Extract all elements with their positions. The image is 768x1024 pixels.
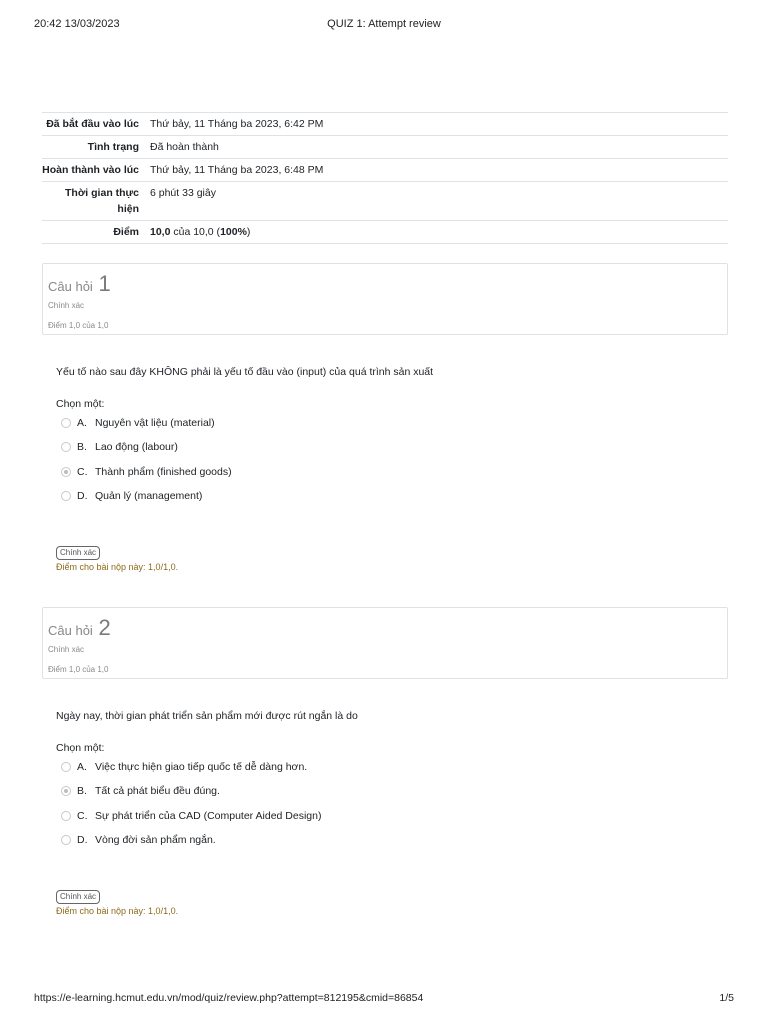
summary-row-started	[42, 113, 728, 136]
option-letter: D.	[77, 490, 88, 503]
question-1-prompt: Chọn một:	[56, 398, 105, 410]
question-2-info	[42, 607, 728, 679]
print-header	[34, 18, 734, 32]
radio-button[interactable]	[61, 491, 71, 501]
print-footer	[34, 992, 734, 1006]
page-url[interactable]: https://e-learning.hcmut.edu.vn/mod/quiz/review.php?attempt=812195&cmid=86854	[34, 992, 424, 1004]
question-2-text: Ngày nay, thời gian phát triển sản phẩm mới được rút ngắn là do	[56, 710, 358, 722]
attempt-summary-table	[42, 112, 728, 244]
question-2-prompt: Chọn một:	[56, 742, 105, 754]
question-1-info	[42, 263, 728, 335]
question-label: Câu hỏi	[48, 279, 93, 294]
page-number: 1/5	[719, 992, 734, 1004]
option-text: Lao động (labour)	[95, 441, 178, 454]
option-letter: B.	[77, 441, 87, 454]
option-letter: D.	[77, 834, 88, 847]
option-letter: A.	[77, 417, 87, 429]
option-text: Tất cả phát biểu đều đúng.	[95, 785, 220, 798]
answer-option-b[interactable]	[56, 441, 716, 465]
option-letter: B.	[77, 785, 87, 798]
radio-button-selected[interactable]	[61, 467, 71, 477]
answer-option-d[interactable]	[56, 490, 716, 514]
summary-value: Thứ bảy, 11 Tháng ba 2023, 6:42 PM	[150, 118, 324, 130]
answer-option-c[interactable]	[56, 466, 716, 490]
option-text: Thành phẩm (finished goods)	[95, 465, 232, 478]
summary-value	[143, 221, 728, 244]
summary-row-completed	[42, 159, 728, 182]
radio-button[interactable]	[61, 418, 71, 428]
summary-label: Tình trạng	[87, 141, 139, 153]
question-state: Chính xác	[48, 301, 85, 310]
page-title: QUIZ 1: Attempt review	[327, 18, 441, 30]
summary-label: Đã bắt đầu vào lúc	[46, 118, 139, 130]
grade-percent: 100%	[220, 226, 247, 238]
summary-label: Điểm	[113, 226, 139, 238]
question-number	[48, 271, 727, 297]
summary-label: Thời gian thực hiện	[65, 187, 139, 215]
correct-badge: Chính xác	[56, 890, 100, 904]
question-1-answers	[56, 417, 716, 515]
radio-button[interactable]	[61, 811, 71, 821]
summary-row-time-taken	[42, 182, 728, 221]
question-2-answers	[56, 761, 716, 859]
answer-option-a[interactable]	[56, 417, 716, 441]
option-text: Nguyên vật liệu (material)	[95, 417, 215, 429]
summary-value: Thứ bảy, 11 Tháng ba 2023, 6:48 PM	[150, 164, 324, 176]
summary-row-state	[42, 136, 728, 159]
summary-value: Đã hoàn thành	[150, 141, 219, 153]
question-2-feedback: Điểm cho bài nộp này: 1,0/1,0.	[56, 906, 179, 916]
radio-button[interactable]	[61, 835, 71, 845]
answer-option-a[interactable]	[56, 761, 716, 785]
print-timestamp: 20:42 13/03/2023	[34, 18, 120, 30]
option-text: Sự phát triển của CAD (Computer Aided Design)	[95, 809, 322, 822]
question-grade: Điểm 1,0 của 1,0	[48, 665, 109, 674]
question-label: Câu hỏi	[48, 623, 93, 638]
question-grade: Điểm 1,0 của 1,0	[48, 321, 109, 330]
option-text: Vòng đời sản phẩm ngắn.	[95, 834, 216, 847]
question-1-text: Yếu tố nào sau đây KHÔNG phải là yếu tố đầu vào (input) của quá trình sản xuất	[56, 366, 434, 378]
answer-option-b[interactable]	[56, 785, 716, 809]
question-number-value: 1	[98, 271, 111, 296]
radio-button-selected[interactable]	[61, 786, 71, 796]
option-letter: A.	[77, 761, 87, 773]
correct-badge: Chính xác	[56, 546, 100, 560]
option-text: Quản lý (management)	[95, 490, 203, 503]
summary-value: 6 phút 33 giây	[150, 187, 216, 199]
question-number	[48, 615, 727, 641]
radio-button[interactable]	[61, 762, 71, 772]
question-state: Chính xác	[48, 645, 85, 654]
grade-score: 10,0	[150, 226, 171, 238]
answer-option-c[interactable]	[56, 810, 716, 834]
grade-of: của 10,0 (	[170, 226, 221, 238]
summary-row-grade	[42, 221, 728, 244]
summary-label: Hoàn thành vào lúc	[42, 164, 139, 176]
question-number-value: 2	[98, 615, 111, 640]
option-letter: C.	[77, 465, 88, 478]
radio-button[interactable]	[61, 442, 71, 452]
question-1-feedback: Điểm cho bài nộp này: 1,0/1,0.	[56, 562, 179, 572]
grade-close: )	[246, 226, 251, 238]
option-text: Việc thực hiện giao tiếp quốc tế dễ dàng hơn.	[95, 761, 308, 773]
option-letter: C.	[77, 809, 88, 822]
answer-option-d[interactable]	[56, 834, 716, 858]
